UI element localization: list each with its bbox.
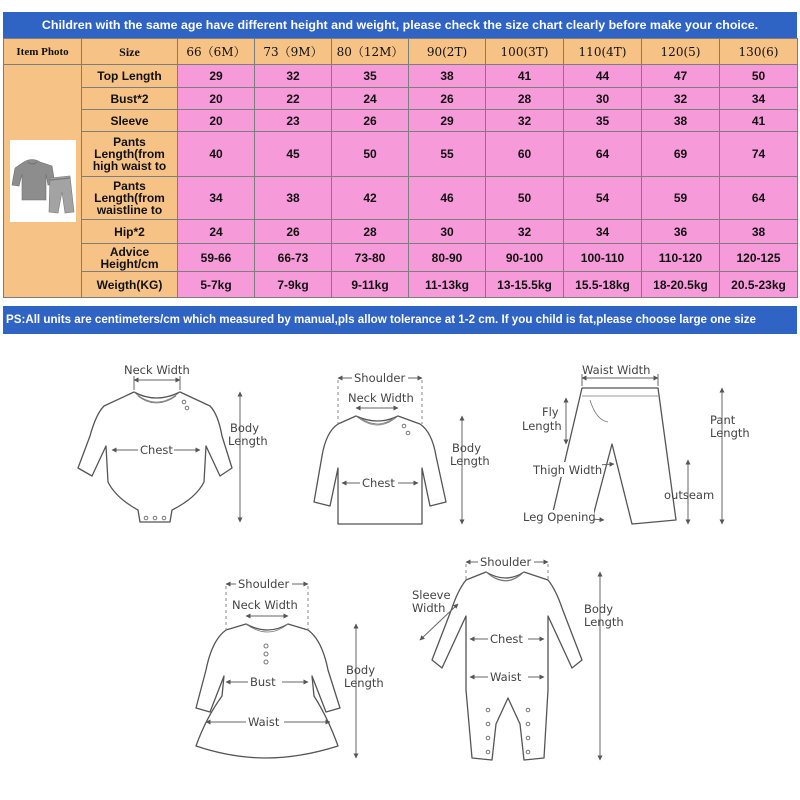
sleeve-width-label: Sleeve	[412, 588, 451, 602]
leg-opening-label: Leg Opening	[523, 510, 596, 524]
table-cell: 55	[409, 132, 486, 177]
table-cell: 69	[642, 132, 720, 177]
waist-width-label: Waist Width	[582, 363, 651, 377]
table-row	[4, 132, 798, 177]
table-cell: 44	[564, 65, 642, 88]
table-cell: 13-15.5kg	[486, 272, 564, 298]
table-cell: 60	[486, 132, 564, 177]
table-cell: 46	[409, 177, 486, 220]
item-photo	[10, 140, 76, 222]
table-cell: 20	[178, 88, 255, 110]
romper-outline	[432, 572, 582, 760]
table-cell: 41	[486, 65, 564, 88]
size-column-header: 73（9M）	[255, 39, 332, 65]
table-cell: 5-7kg	[178, 272, 255, 298]
size-column-header: 120(5)	[642, 39, 720, 65]
table-cell: 26	[332, 110, 409, 132]
waist-label: Waist	[248, 715, 280, 729]
fly-length-label: Length	[522, 419, 562, 433]
table-cell: 34	[564, 220, 642, 244]
thigh-width-label: Thigh Width	[533, 463, 603, 477]
table-row	[4, 244, 798, 272]
size-column-header: 130(6)	[720, 39, 798, 65]
size-column-header: 110(4T)	[564, 39, 642, 65]
sleeve-width-label: Width	[412, 601, 446, 615]
waist-label: Waist	[490, 670, 522, 684]
table-cell: 42	[332, 177, 409, 220]
dress-collar	[246, 624, 288, 632]
table-cell: 30	[409, 220, 486, 244]
body-length-label: Body	[230, 421, 260, 435]
size-header: Size	[82, 39, 178, 65]
body-length-label: Length	[584, 615, 624, 629]
table-cell: 36	[642, 220, 720, 244]
table-cell: 32	[486, 220, 564, 244]
table-cell: 34	[178, 177, 255, 220]
table-cell: 34	[720, 88, 798, 110]
table-cell: 40	[178, 132, 255, 177]
table-cell: 35	[564, 110, 642, 132]
table-cell: 110-120	[642, 244, 720, 272]
row-label: Bust*2	[82, 88, 178, 110]
table-cell: 100-110	[564, 244, 642, 272]
romper-diagram	[412, 554, 624, 760]
chest-label: Chest	[140, 443, 173, 457]
top-outline	[314, 416, 446, 524]
size-column-header: 66（6M）	[178, 39, 255, 65]
table-cell: 90-100	[486, 244, 564, 272]
table-cell: 80-90	[409, 244, 486, 272]
table-cell: 28	[486, 88, 564, 110]
pant-length-label: Pant	[710, 413, 736, 427]
table-cell: 47	[642, 65, 720, 88]
table-cell: 29	[178, 65, 255, 88]
table-row	[4, 110, 798, 132]
table-cell: 24	[178, 220, 255, 244]
table-cell: 11-13kg	[409, 272, 486, 298]
table-cell: 50	[486, 177, 564, 220]
table-header-row	[4, 39, 798, 65]
table-cell: 32	[642, 88, 720, 110]
table-cell: 15.5-18kg	[564, 272, 642, 298]
body-length-label: Body	[584, 602, 614, 616]
table-cell: 59-66	[178, 244, 255, 272]
shoulder-label: Shoulder	[238, 577, 290, 591]
table-row	[4, 220, 798, 244]
table-cell: 50	[332, 132, 409, 177]
item-photo-header: Item Photo	[4, 39, 82, 65]
table-cell: 26	[409, 88, 486, 110]
row-label: Pants Length(from high waist to	[82, 132, 178, 177]
table-cell: 23	[255, 110, 332, 132]
size-table	[3, 38, 798, 298]
table-cell: 32	[486, 110, 564, 132]
top-diagram	[314, 370, 490, 524]
measurement-diagrams	[0, 340, 800, 800]
chest-label: Chest	[362, 476, 395, 490]
table-cell: 20	[178, 110, 255, 132]
table-cell: 35	[332, 65, 409, 88]
body-length-label: Length	[228, 434, 268, 448]
neck-width-label: Neck Width	[348, 391, 414, 405]
table-cell: 59	[642, 177, 720, 220]
table-row	[4, 177, 798, 220]
neck-width-label: Neck Width	[124, 363, 190, 377]
table-row	[4, 272, 798, 298]
table-cell: 7-9kg	[255, 272, 332, 298]
neck-width-label: Neck Width	[232, 598, 298, 612]
chest-label: Chest	[490, 632, 523, 646]
outseam-label: outseam	[664, 488, 715, 502]
pants-outline	[552, 388, 676, 524]
row-label: Sleeve	[82, 110, 178, 132]
table-row	[4, 65, 798, 88]
table-cell: 24	[332, 88, 409, 110]
table-cell: 66-73	[255, 244, 332, 272]
measurement-note: PS:All units are centimeters/cm which measured by manual,pls allow tolerance at 1-2 cm. If you child is fat,please choose large one size	[3, 306, 797, 334]
table-cell: 32	[255, 65, 332, 88]
table-cell: 22	[255, 88, 332, 110]
size-column-header: 80（12M）	[332, 39, 409, 65]
row-label: Hip*2	[82, 220, 178, 244]
row-label: Pants Length(from waistline to	[82, 177, 178, 220]
table-cell: 9-11kg	[332, 272, 409, 298]
table-cell: 73-80	[332, 244, 409, 272]
table-cell: 120-125	[720, 244, 798, 272]
size-column-header: 90(2T)	[409, 39, 486, 65]
size-chart	[3, 12, 797, 334]
pant-length-label: Length	[710, 426, 750, 440]
shoulder-label: Shoulder	[354, 371, 406, 385]
bodysuit-collar	[134, 392, 180, 402]
body-length-label: Length	[344, 676, 384, 690]
table-cell: 38	[642, 110, 720, 132]
size-column-header: 100(3T)	[486, 39, 564, 65]
row-label: Weigth(KG)	[82, 272, 178, 298]
table-cell: 38	[720, 220, 798, 244]
size-chart-banner: Children with the same age have different height and weight, please check the size chart clearly before make your choice.	[3, 12, 797, 38]
bodysuit-diagram	[78, 363, 268, 522]
table-cell: 20.5-23kg	[720, 272, 798, 298]
body-length-label: Body	[452, 441, 482, 455]
table-cell: 64	[720, 177, 798, 220]
body-length-label: Length	[450, 454, 490, 468]
row-label: Top Length	[82, 65, 178, 88]
pants-diagram	[522, 363, 750, 525]
table-cell: 45	[255, 132, 332, 177]
table-cell: 18-20.5kg	[642, 272, 720, 298]
table-cell: 26	[255, 220, 332, 244]
table-cell: 50	[720, 65, 798, 88]
table-cell: 38	[255, 177, 332, 220]
table-cell: 28	[332, 220, 409, 244]
table-cell: 29	[409, 110, 486, 132]
bust-label: Bust	[250, 675, 276, 689]
dress-outline	[196, 624, 340, 758]
table-row	[4, 88, 798, 110]
table-cell: 30	[564, 88, 642, 110]
item-photo-cell	[4, 65, 82, 298]
row-label: Advice Height/cm	[82, 244, 178, 272]
table-cell: 64	[564, 132, 642, 177]
body-length-label: Body	[346, 663, 376, 677]
sweater-set-photo-icon	[10, 140, 76, 222]
fly-length-label: Fly	[542, 405, 559, 419]
table-cell: 38	[409, 65, 486, 88]
table-cell: 41	[720, 110, 798, 132]
dress-diagram	[196, 576, 384, 758]
table-cell: 54	[564, 177, 642, 220]
table-cell: 74	[720, 132, 798, 177]
shoulder-label: Shoulder	[480, 555, 532, 569]
